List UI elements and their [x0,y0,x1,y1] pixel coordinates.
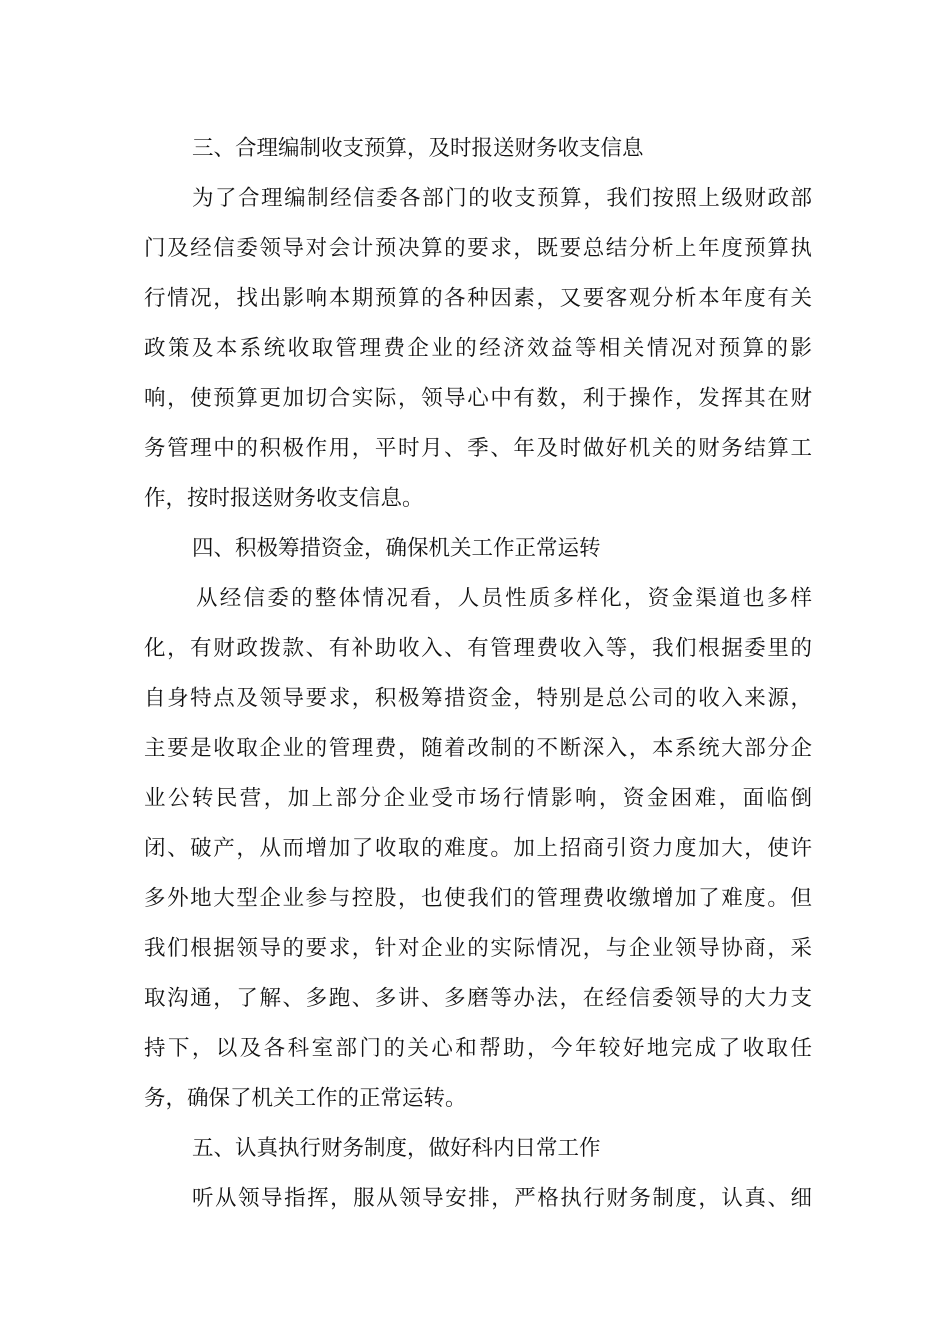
paragraph-line: 闭、破产，从而增加了收取的难度。加上招商引资力度加大，使许 [144,836,812,861]
paragraph-line: 业公转民营，加上部分企业受市场行情影响，资金困难，面临倒 [144,786,812,811]
paragraph-line: 主要是收取企业的管理费，随着改制的不断深入，本系统大部分企 [144,736,812,761]
paragraph-line: 为了合理编制经信委各部门的收支预算，我们按照上级财政部 [192,186,812,211]
heading-section-4: 四、积极筹措资金，确保机关工作正常运转 [192,536,601,561]
heading-section-5: 五、认真执行财务制度，做好科内日常工作 [192,1136,601,1161]
paragraph-line: 响，使预算更加切合实际，领导心中有数，利于操作，发挥其在财 [144,386,812,411]
paragraph-line: 化，有财政拨款、有补助收入、有管理费收入等，我们根据委里的 [144,636,812,661]
paragraph-line: 我们根据领导的要求，针对企业的实际情况，与企业领导协商，采 [144,936,812,961]
paragraph-line: 持下，以及各科室部门的关心和帮助，今年较好地完成了收取任 [144,1036,812,1061]
paragraph-line: 自身特点及领导要求，积极筹措资金，特别是总公司的收入来源， [144,686,812,711]
paragraph-line: 多外地大型企业参与控股，也使我们的管理费收缴增加了难度。但 [144,886,812,911]
paragraph-line: 务管理中的积极作用，平时月、季、年及时做好机关的财务结算工 [144,436,812,461]
paragraph-line: 门及经信委领导对会计预决算的要求，既要总结分析上年度预算执 [144,236,812,261]
paragraph-line: 行情况，找出影响本期预算的各种因素，又要客观分析本年度有关 [144,286,812,311]
paragraph-line: 政策及本系统收取管理费企业的经济效益等相关情况对预算的影 [144,336,812,361]
paragraph-line: 取沟通，了解、多跑、多讲、多磨等办法，在经信委领导的大力支 [144,986,812,1011]
paragraph-line: 作，按时报送财务收支信息。 [144,486,424,511]
heading-section-3: 三、合理编制收支预算，及时报送财务收支信息 [192,136,644,161]
paragraph-line: 务，确保了机关工作的正常运转。 [144,1086,467,1111]
paragraph-line: 从经信委的整体情况看，人员性质多样化，资金渠道也多样 [196,586,812,611]
paragraph-line: 听从领导指挥，服从领导安排，严格执行财务制度，认真、细 [192,1186,812,1211]
